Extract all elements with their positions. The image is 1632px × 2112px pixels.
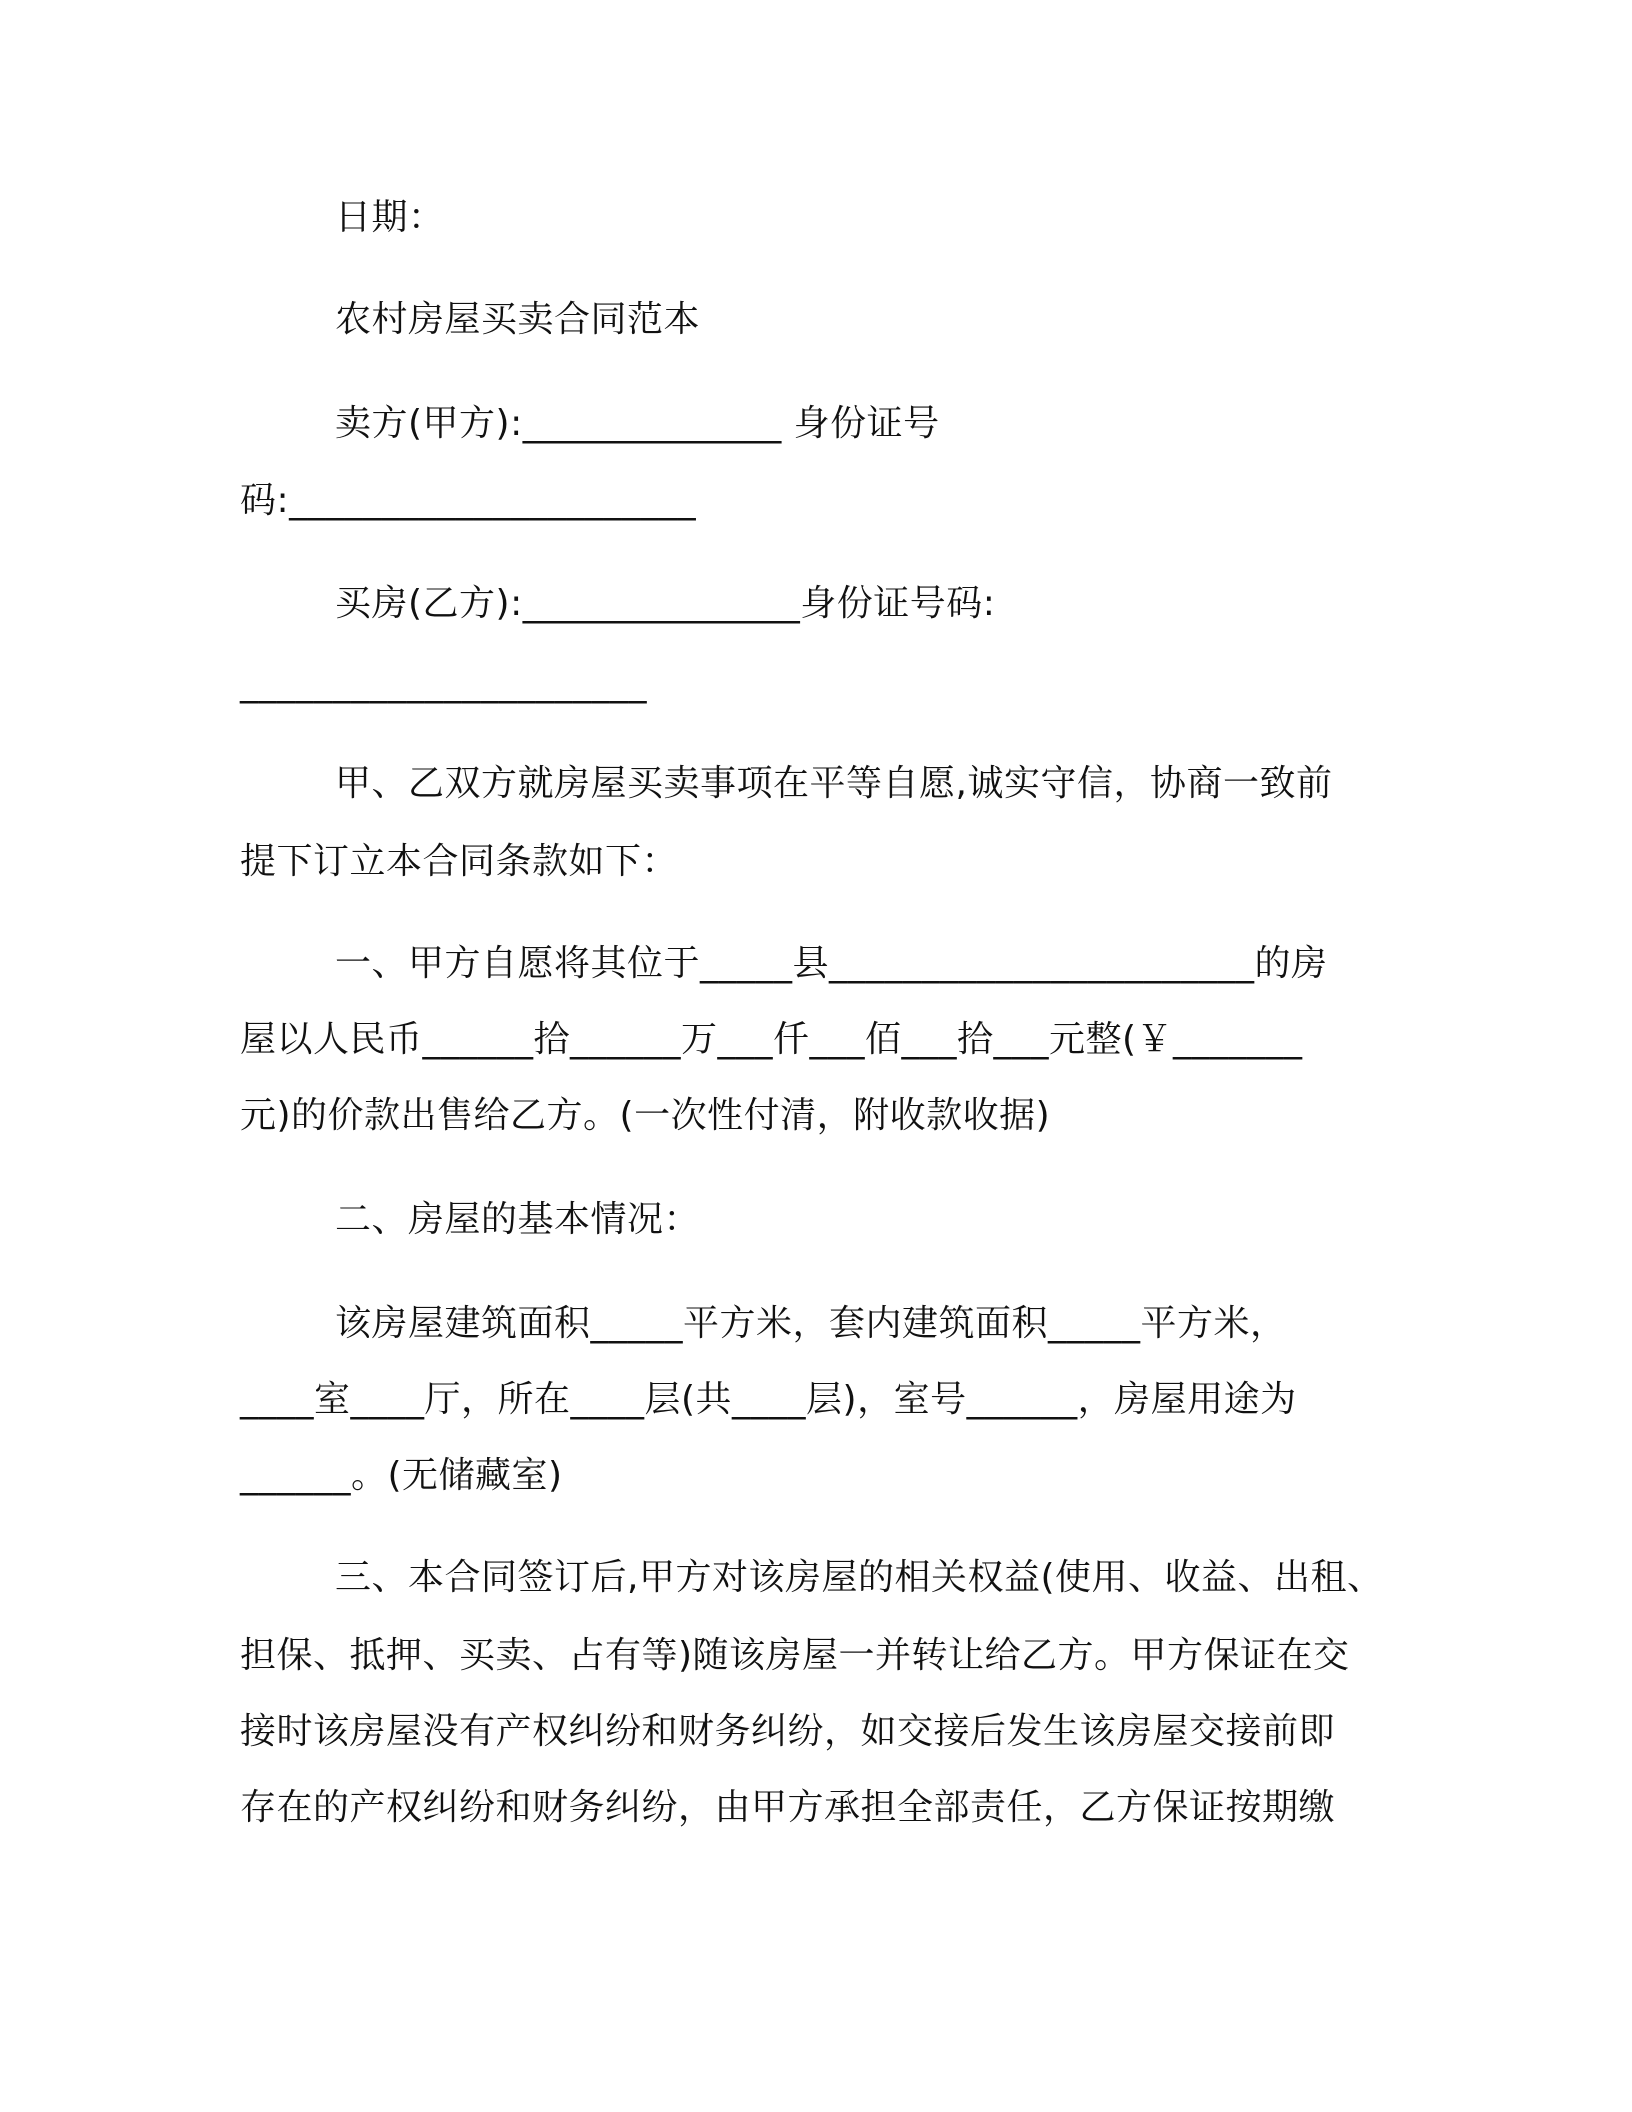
- clause-3-line-4: 存在的产权纠纷和财务纠纷，由甲方承担全部责任，乙方保证按期缴: [240, 1787, 1336, 1828]
- clause-1-line-3: 元)的价款出售给乙方。(一次性付清，附收款收据): [240, 1095, 1051, 1136]
- clause-2-line-3: ______。(无储藏室): [240, 1455, 563, 1496]
- clause-1-line-2: 屋以人民币______拾______万___仟___佰___拾___元整(￥_______: [240, 1019, 1303, 1060]
- clause-2-line-1: 该房屋建筑面积_____平方米，套内建筑面积_____平方米，: [335, 1303, 1287, 1344]
- contract-title: 农村房屋买卖合同范本: [335, 299, 701, 340]
- date-line: 日期：: [335, 197, 445, 238]
- buyer-id-line: ______________________: [240, 663, 647, 704]
- buyer-line: 买房(乙方):_______________身份证号码:: [335, 583, 996, 624]
- seller-id-line: 码:______________________: [240, 480, 697, 521]
- clause-1-line-1: 一、甲方自愿将其位于_____县_______________________的房: [335, 943, 1328, 984]
- clause-3-line-3: 接时该房屋没有产权纠纷和财务纠纷，如交接后发生该房屋交接前即: [240, 1711, 1336, 1752]
- preamble-line-1: 甲、乙双方就房屋买卖事项在平等自愿,诚实守信，协商一致前: [335, 763, 1333, 804]
- seller-line: 卖方(甲方):______________ 身份证号: [335, 403, 940, 444]
- clause-3-line-2: 担保、抵押、买卖、占有等)随该房屋一并转让给乙方。甲方保证在交: [240, 1635, 1350, 1676]
- clause-2-heading: 二、房屋的基本情况：: [335, 1199, 701, 1240]
- preamble-line-2: 提下订立本合同条款如下：: [240, 841, 679, 882]
- clause-2-line-2: ____室____厅，所在____层(共____层)，室号______，房屋用途为: [240, 1379, 1297, 1420]
- clause-3-line-1: 三、本合同签订后,甲方对该房屋的相关权益(使用、收益、出租、: [335, 1557, 1384, 1598]
